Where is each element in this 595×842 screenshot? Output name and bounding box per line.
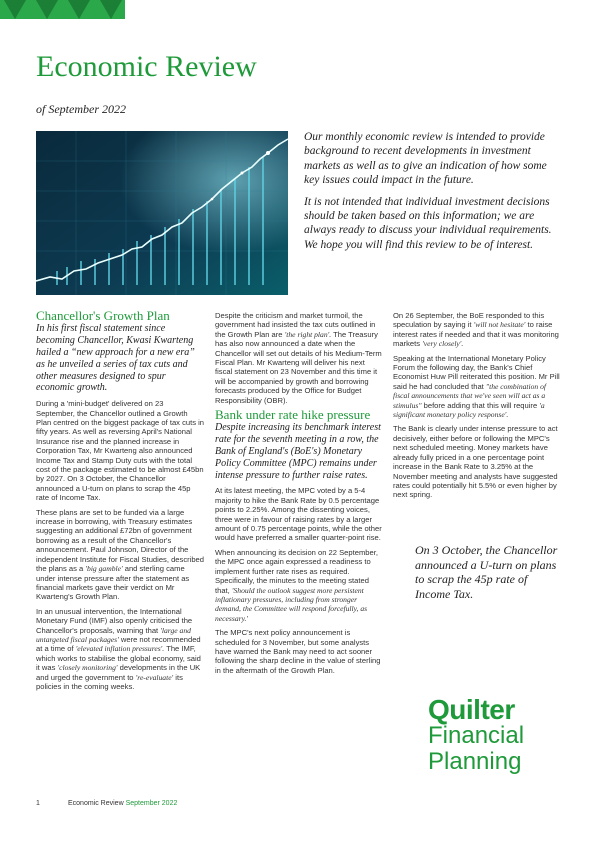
lead-paragraph: Despite increasing its benchmark interest rate for the seventh meeting in a row, the Bank of England's (BoE's) Monetary Policy Committee (MPC) remains under intense pressure to further raise rates. (215, 422, 381, 481)
band-chevron-shape (100, 0, 122, 19)
page-footer (36, 800, 177, 807)
intro-paragraph: It is not intended that individual investment decisions should be taken based on this information; we are always ready to discuss your individual requirements. We hope you will find this review to be of interest. (304, 195, 552, 251)
band-chevron-shape (4, 0, 26, 19)
page-subtitle: of September 2022 (36, 102, 126, 116)
body-paragraph: Despite the criticism and market turmoil, the government had insisted the tax cuts outlined in the Growth Plan are 'the right plan'. The Treasury has also now announced a date when the Chancellor will set out details of his Medium-Term Fiscal Plan. Mr Kwarteng will deliver his next fiscal statement on 23 November and this time it will be accompanied by growth and borrowing forecasts produced by the Office for Budget Responsibility (OBR). (215, 311, 382, 405)
body-paragraph: At its latest meeting, the MPC voted by a 5-4 majority to hike the Bank Rate by 0.5 percentage points to 2.25%. Among the dissenting voices, three were in favour of raising rates by a larger amount of 0.75 percentage points, while the other would have preferred a smaller quarter-point rise. (215, 486, 382, 543)
body-paragraph: During a 'mini-budget' delivered on 23 September, the Chancellor outlined a Growth Plan centred on the biggest package of tax cuts in fifty years. As well as reversing April's National Insurance rise and the planned increase in Corporation Tax, Mr Kwarteng also announced Income Tax and Stamp Duty cuts with the total cost of the package estimated to be almost £45bn by 2027. On 3 October, the Chancellor announced a U-turn on plans to scrap the 45p rate of Income Tax. (36, 399, 205, 503)
pull-quote: On 3 October, the Chancellor announced a U-turn on plans to scrap the 45p rate of Income Tax. (415, 543, 558, 601)
column-3 (393, 311, 561, 505)
band-chevron-shape (68, 0, 90, 19)
body-paragraph: On 26 September, the BoE responded to this speculation by saying it 'will not hesitate' to raise interest rates if needed and that it was monitoring markets 'very closely'. (393, 311, 559, 349)
band-chevron-shape (36, 0, 58, 19)
logo-line: Quilter (428, 694, 515, 725)
logo-line: Financial (428, 722, 525, 749)
column-1 (36, 308, 205, 696)
footer-label: Economic Review (68, 800, 124, 807)
hero-stock-chart-image (36, 131, 288, 295)
body-paragraph: In an unusual intervention, the International Monetary Fund (IMF) also openly criticised the Chancellor's proposals, warning that 'large and untargeted fiscal packages' were not recommended at a time of 'elevated inflation pressures'. The IMF, which works to stabilise the global economy, said it was 'closely monitoring' developments in the UK and urged the government to 're-evaluate' its policies in the coming weeks. (36, 606, 201, 691)
column-2 (215, 311, 383, 680)
body-paragraph: The MPC's next policy announcement is scheduled for 3 November, but some analysts have warned the Bank may need to act sooner following the sharp decline in the value of sterling in the aftermath of the Growth Plan. (215, 628, 381, 675)
lead-paragraph: In his first fiscal statement since becoming Chancellor, Kwasi Kwarteng hailed a “new approach for a new era” as he unveiled a series of tax cuts and other measures designed to spur economic growth. (36, 323, 195, 394)
intro-text (304, 130, 562, 259)
header-green-band (0, 0, 125, 19)
body-paragraph: Speaking at the International Monetary Policy Forum the following day, the Bank's Chief Economist Huw Pill reiterated this position. Mr Pill said he had concluded that "the combination of fiscal announcements that we've seen will act as a stimulus" before adding that this will require 'a significant monetary policy response'. (393, 353, 560, 420)
body-paragraph: When announcing its decision on 22 September, the MPC once again expressed a readiness to implement further rate rises as required. Specifically, the minutes to the meeting stated that, 'Should the outlook suggest more persistent inflationary pressures, including from stronger demand, the Committee will respond forcefully, as necessary.' (215, 547, 378, 623)
page-title: Economic Review (36, 50, 257, 83)
footer-date: September 2022 (125, 800, 178, 807)
page-number: 1 (36, 800, 40, 807)
section-heading-rate-hike: Bank under rate hike pressure (215, 407, 371, 423)
intro-paragraph: Our monthly economic review is intended to provide background to recent developments in investment markets as well as to give an indication of how some key issues could impact in the future. (304, 131, 547, 187)
section-heading-growth-plan: Chancellor's Growth Plan (36, 308, 170, 323)
body-paragraph: The Bank is clearly under intense pressure to act decisively, either before or following the MPC's next scheduled meeting. Money markets have already fully priced in a one percentage point increase in the Bank Rate to 3.25% at the November meeting and analysts have suggested rates could potentially hit 5.5% or even higher by next spring. (393, 424, 558, 500)
body-paragraph: These plans are set to be funded via a large increase in borrowing, with Treasury estimates suggesting an additional £72bn of government borrowing as a result of the Chancellor's announcement. Paul Johnson, Director of the independent Institute for Fiscal Studies, described the plans as a 'big gamble' and sterling came under intense pressure after the statement as financial markets gave their verdict on Mr Kwarteng's Growth Plan. (36, 507, 205, 602)
logo-line: Planning (428, 748, 522, 775)
quilter-logo (428, 694, 525, 775)
